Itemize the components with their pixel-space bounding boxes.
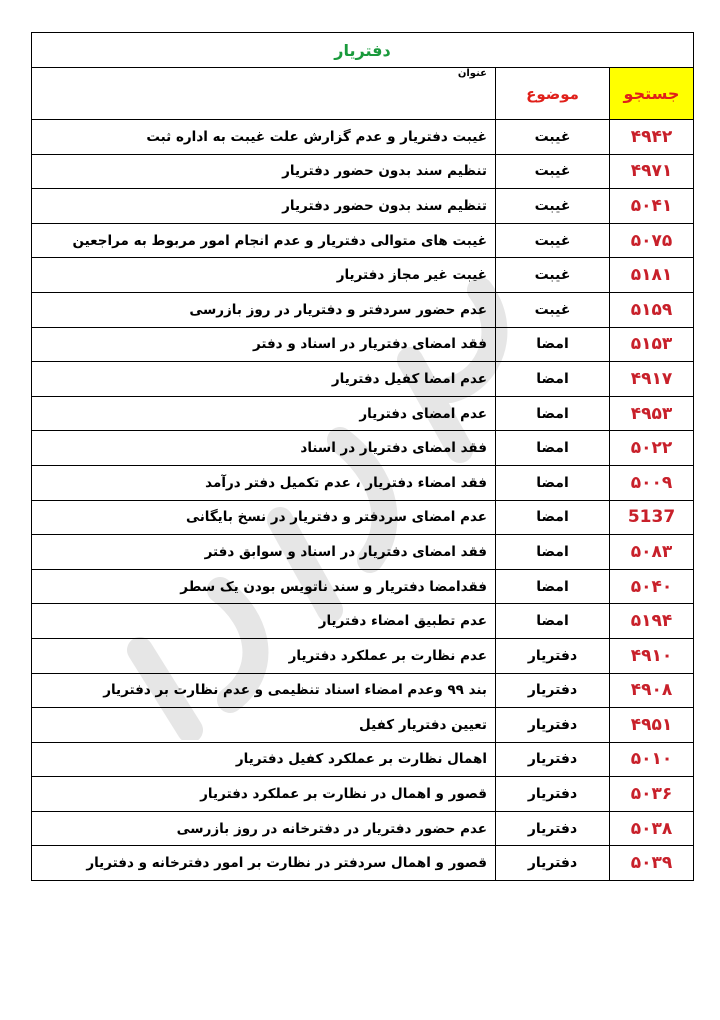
row-code: ۵۰۷۵: [610, 223, 694, 258]
table-row: [32, 258, 694, 293]
table-row: [32, 777, 694, 812]
row-code: ۴۹۱۷: [610, 362, 694, 397]
row-title: عدم حضور دفتریار در دفترخانه در روز بازرسی: [32, 811, 496, 846]
table-row: [32, 811, 694, 846]
row-code: ۵۱۹۴: [610, 604, 694, 639]
row-title: تنظیم سند بدون حضور دفتریار: [32, 154, 496, 189]
table-row: [32, 638, 694, 673]
row-code: ۵۰۲۲: [610, 431, 694, 466]
table-row: [32, 673, 694, 708]
row-topic: دفتریار: [496, 673, 610, 708]
table-row: [32, 846, 694, 881]
table-row: [32, 120, 694, 155]
row-code: ۴۹۱۰: [610, 638, 694, 673]
table-row: [32, 569, 694, 604]
row-topic: امضا: [496, 500, 610, 535]
row-topic: دفتریار: [496, 742, 610, 777]
row-topic: دفتریار: [496, 777, 610, 812]
row-topic: امضا: [496, 604, 610, 639]
row-topic: غیبت: [496, 189, 610, 224]
row-topic: دفتریار: [496, 846, 610, 881]
row-title: عدم امضای سردفتر و دفتریار در نسخ بایگانی: [32, 500, 496, 535]
row-title: فقدامضا دفتریار و سند ناتویس بودن یک سطر: [32, 569, 496, 604]
row-code: ۴۹۵۳: [610, 396, 694, 431]
row-title: فقد امضای دفتریار در اسناد و دفتر: [32, 327, 496, 362]
table-row: [32, 223, 694, 258]
row-title: تعیین دفتریار کفیل: [32, 708, 496, 743]
row-topic: دفتریار: [496, 638, 610, 673]
row-code: ۴۹۴۲: [610, 120, 694, 155]
row-code: ۴۹۷۱: [610, 154, 694, 189]
document-table: [31, 32, 694, 881]
row-code: ۵۰۳۶: [610, 777, 694, 812]
table-row: [32, 465, 694, 500]
table-row: [32, 189, 694, 224]
row-code: ۵۰۴۰: [610, 569, 694, 604]
row-topic: امضا: [496, 465, 610, 500]
row-title: غیبت دفتریار و عدم گزارش علت غیبت به اداره ثبت: [32, 120, 496, 155]
row-title: عدم امضای دفتریار: [32, 396, 496, 431]
table-row: [32, 396, 694, 431]
row-code: 5137: [610, 500, 694, 535]
row-title: عدم تطبیق امضاء دفتریار: [32, 604, 496, 639]
row-title: فقد امضاء دفتریار ، عدم تکمیل دفتر درآمد: [32, 465, 496, 500]
row-title: قصور و اهمال در نظارت بر عملکرد دفتریار: [32, 777, 496, 812]
row-topic: امضا: [496, 535, 610, 570]
row-code: ۵۱۵۳: [610, 327, 694, 362]
table-row: [32, 362, 694, 397]
table-row: [32, 292, 694, 327]
table-row: [32, 742, 694, 777]
row-code: ۵۰۱۰: [610, 742, 694, 777]
header-subject: عنوان: [32, 68, 496, 120]
row-title: بند ۹۹ وعدم امضاء اسناد تنظیمی و عدم نظارت بر دفتریار: [32, 673, 496, 708]
table-row: [32, 431, 694, 466]
row-code: ۵۰۸۳: [610, 535, 694, 570]
table-row: [32, 604, 694, 639]
row-code: ۵۰۳۸: [610, 811, 694, 846]
table-row: [32, 500, 694, 535]
row-code: ۵۱۸۱: [610, 258, 694, 293]
row-title: عدم امضا کفیل دفتریار: [32, 362, 496, 397]
row-code: ۵۰۴۱: [610, 189, 694, 224]
row-topic: امضا: [496, 362, 610, 397]
row-title: غیبت های متوالی دفتریار و عدم انجام امور مربوط به مراجعین: [32, 223, 496, 258]
table-row: [32, 154, 694, 189]
row-title: عدم نظارت بر عملکرد دفتریار: [32, 638, 496, 673]
table-row: [32, 327, 694, 362]
document-title: دفتریار: [32, 33, 694, 68]
row-title: اهمال نظارت بر عملکرد کفیل دفتریار: [32, 742, 496, 777]
row-code: ۵۱۵۹: [610, 292, 694, 327]
row-topic: غیبت: [496, 154, 610, 189]
row-topic: امضا: [496, 327, 610, 362]
row-code: ۵۰۳۹: [610, 846, 694, 881]
row-code: ۴۹۰۸: [610, 673, 694, 708]
row-topic: غیبت: [496, 258, 610, 293]
row-title: عدم حضور سردفتر و دفتریار در روز بازرسی: [32, 292, 496, 327]
row-title: فقد امضای دفتریار در اسناد و سوابق دفتر: [32, 535, 496, 570]
row-topic: امضا: [496, 396, 610, 431]
row-topic: امضا: [496, 431, 610, 466]
header-search: جستجو: [610, 68, 694, 120]
row-title: قصور و اهمال سردفتر در نظارت بر امور دفترخانه و دفتریار: [32, 846, 496, 881]
row-title: غیبت غیر مجاز دفتریار: [32, 258, 496, 293]
row-topic: غیبت: [496, 120, 610, 155]
row-title: تنظیم سند بدون حضور دفتریار: [32, 189, 496, 224]
row-topic: دفتریار: [496, 708, 610, 743]
row-topic: غیبت: [496, 223, 610, 258]
row-code: ۵۰۰۹: [610, 465, 694, 500]
table-row: [32, 708, 694, 743]
row-topic: امضا: [496, 569, 610, 604]
header-topic: موضوع: [496, 68, 610, 120]
row-topic: دفتریار: [496, 811, 610, 846]
table-row: [32, 535, 694, 570]
row-code: ۴۹۵۱: [610, 708, 694, 743]
row-title: فقد امضای دفتریار در اسناد: [32, 431, 496, 466]
row-topic: غیبت: [496, 292, 610, 327]
